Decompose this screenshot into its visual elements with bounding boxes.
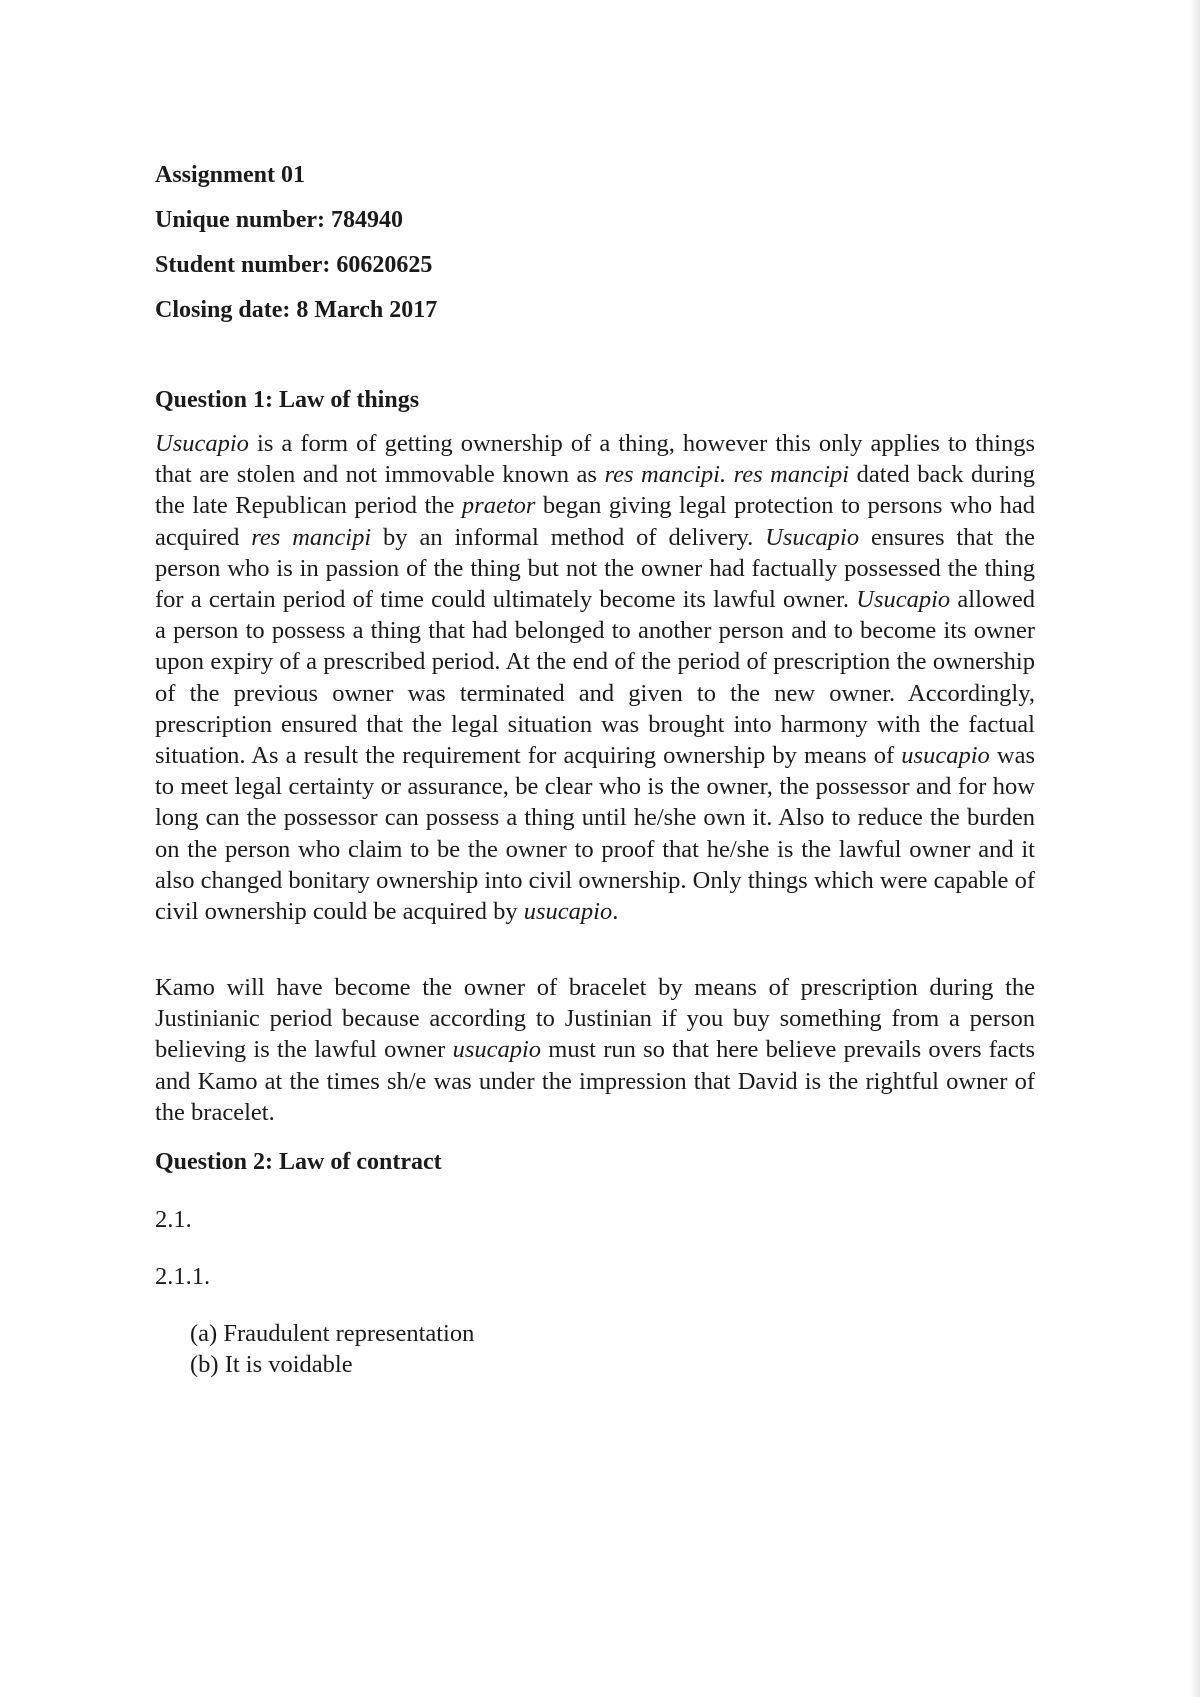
answer-b: (b) It is voidable — [190, 1351, 353, 1378]
text-run: Kamo will have become the owner of bracelet by means of prescription during the Justinianic period because according to Justinian if you buy something from a person believing is the lawful owner — [155, 974, 1035, 1064]
text-run: dated back during the late Republican period the — [155, 461, 1035, 520]
italic-term: Usucapio — [155, 430, 249, 457]
student-number: Student number: 60620625 — [155, 252, 433, 278]
italic-term: res mancipi. res mancipi — [604, 461, 850, 489]
answer-list — [190, 1318, 474, 1380]
italic-term: usucapio — [523, 898, 613, 926]
assignment-title: Assignment 01 — [155, 162, 306, 188]
italic-term: praetor — [461, 492, 536, 520]
italic-term: usucapio — [901, 742, 990, 770]
subsection-number: 2.1.1. — [155, 1263, 211, 1290]
question-1-paragraph-1 — [155, 428, 1035, 927]
unique-number: Unique number: 784940 — [155, 207, 404, 233]
section-number: 2.1. — [155, 1206, 192, 1233]
question-1-paragraph-2 — [155, 972, 1035, 1128]
question-1-heading: Question 1: Law of things — [155, 387, 420, 413]
text-run: . — [612, 898, 619, 926]
italic-term: usucapio — [452, 1036, 542, 1064]
question-2-heading: Question 2: Law of contract — [155, 1149, 442, 1175]
italic-term: Usucapio — [765, 523, 860, 551]
text-run: ensures that the person who is in passion of the thing but not the owner had factually possessed the thing for a certain period of time could ultimately become its lawful owner. — [155, 523, 1035, 614]
italic-term: Usucapio — [856, 586, 951, 614]
scan-edge-shadow — [1190, 0, 1200, 1697]
closing-date: Closing date: 8 March 2017 — [155, 297, 438, 323]
text-run: is a form of getting ownership of a thing, however this only applies to things that are stolen and not immovable known as — [155, 430, 1035, 489]
text-run: by an informal method of delivery. — [371, 523, 766, 551]
text-run: must run so that here believe prevails overs facts and Kamo at the times sh/e was under the impression that David is the rightful owner of the bracelet. — [155, 1036, 1035, 1126]
answer-a: (a) Fraudulent representation — [190, 1320, 475, 1347]
italic-term: res mancipi — [251, 523, 372, 551]
text-run: began giving legal protection to persons who had acquired — [155, 492, 1035, 551]
text-run: allowed a person to possess a thing that had belonged to another person and to become its owner upon expiry of a prescribed period. At the end of the period of prescription the ownership of the previous owner was terminated and given to the new owner. Accordingly, prescription ensured that the legal situation was brought into harmony with the factual situation. As a result the requirement for acquiring ownership by means of — [155, 586, 1035, 770]
text-run: was to meet legal certainty or assurance, be clear who is the owner, the possessor and for how long can the possessor can possess a thing until he/she own it. Also to reduce the burden on the person who claim to be the owner to proof that he/she is the lawful owner and it also changed bonitary ownership into civil ownership. Only things which were capable of civil ownership could be acquired by — [155, 742, 1036, 926]
